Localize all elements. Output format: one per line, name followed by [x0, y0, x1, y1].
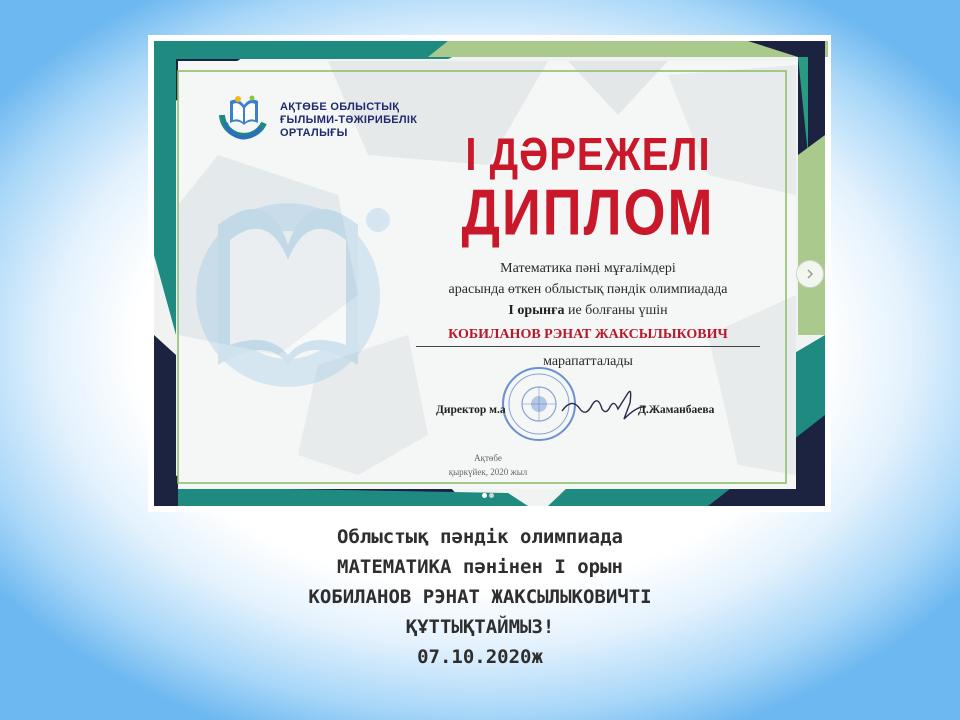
organization-name: [280, 101, 470, 140]
pagination-dot[interactable]: [489, 493, 494, 498]
caption-line1: Облыстық пәндік олимпиада: [337, 526, 623, 548]
organization-name-line3: ОРТАЛЫҒЫ: [280, 127, 348, 139]
city: Ақтөбе: [474, 453, 502, 463]
congratulations-caption: [180, 522, 780, 672]
organization-name-line1: АҚТӨБЕ ОБЛЫСТЫҚ: [280, 101, 400, 113]
caption-line2: МАТЕМАТИКА пәнінен І орын: [337, 556, 623, 578]
recipient-name: КОБИЛАНОВ РЭНАТ ЖАКСЫЛЫКОВИЧ: [448, 327, 728, 342]
organization-name-line2: ҒЫЛЫМИ-ТӘЖІРИБЕЛІК: [280, 114, 418, 126]
certificate-image: [148, 35, 831, 512]
organization-logo: [218, 93, 270, 145]
certificate-degree: І ДӘРЕЖЕЛІ: [465, 129, 711, 181]
certificate-date: қыркүйек, 2020 жыл: [448, 467, 528, 477]
pagination-dots: [479, 493, 499, 499]
recipient-underline: [416, 346, 760, 347]
place-text-rest: ие болғаны үшін: [564, 303, 668, 318]
certificate-body-line2: арасында өткен облыстық пәндік олимпиадада: [448, 282, 728, 297]
certificate-body-line3: [398, 302, 778, 320]
certificate-title: ДИПЛОМ: [461, 177, 715, 249]
caption-line3: КОБИЛАНОВ РЭНАТ ЖАКСЫЛЫКОВИЧТІ: [308, 586, 652, 608]
chevron-right-icon: [804, 268, 816, 280]
director-name: Д.Жаманбаева: [638, 404, 715, 416]
pagination-dot-active[interactable]: [482, 493, 487, 498]
caption-line5: 07.10.2020ж: [417, 646, 543, 668]
next-image-button[interactable]: [796, 260, 824, 288]
caption-line4: ҚҰТТЫҚТАЙМЫЗ!: [405, 616, 555, 638]
signature: [558, 385, 648, 425]
director-label: Директор м.а: [436, 404, 506, 416]
place-text: I орынға: [508, 303, 565, 318]
awarded-text: марапатталады: [543, 354, 633, 369]
certificate-body-line1: Математика пәні мұғалімдері: [500, 261, 676, 276]
